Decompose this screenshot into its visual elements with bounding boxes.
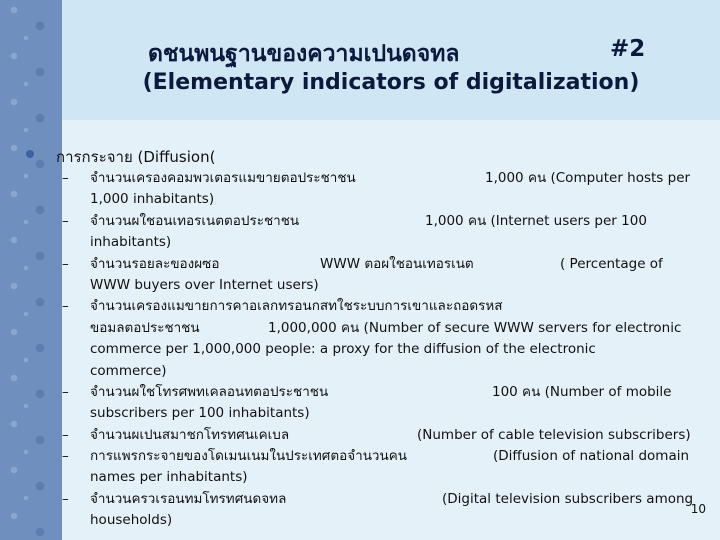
list-item-text: 1,000 คน (Computer hosts per [485, 170, 691, 186]
list-item-line [90, 296, 710, 317]
list-item-text: 1,000,000 คน (Number of secure WWW servers for electronic [268, 319, 682, 336]
dash-marker: – [62, 426, 69, 443]
indicator-list [62, 168, 710, 532]
list-item [62, 168, 710, 211]
dash-marker: – [62, 255, 69, 272]
list-item-text: 100 คน (Number of mobile [492, 383, 672, 400]
list-item-text: จำนวนรอยละของผซอ [90, 255, 220, 272]
list-item-text: ( Percentage of [560, 255, 663, 272]
list-item-text: WWW buyers over Internet users) [90, 276, 319, 293]
list-item-line [90, 318, 710, 339]
bullet-dot-icon [26, 150, 34, 158]
list-item [62, 296, 710, 382]
dash-marker: – [62, 383, 69, 400]
list-item-text: WWW ตอผใชอนเทอรเนต [320, 255, 474, 272]
slide-title-thai: ดชนพนฐานของความเปนดจทล [148, 41, 460, 67]
list-item-text: (Diffusion of national domain [493, 448, 690, 465]
list-item-text: subscribers per 100 inhabitants) [90, 405, 310, 422]
slide-title-number: #2 [610, 36, 646, 62]
bullet-diffusion [56, 145, 215, 169]
bullet-text: การกระจาย (Diffusion( [56, 148, 216, 166]
list-item-line [90, 275, 710, 296]
list-item-line [90, 339, 710, 360]
dash-marker: – [62, 298, 69, 315]
list-item-line [90, 254, 710, 275]
list-item-line [90, 446, 710, 467]
dash-marker: – [62, 170, 69, 186]
list-item-line [90, 361, 710, 382]
list-item-text: households) [90, 512, 173, 529]
list-item-text: 1,000 inhabitants) [90, 191, 215, 208]
list-item-text: การแพรกระจายของโดเมนเนมในประเทศตอจำนวนคน [90, 448, 407, 465]
dash-marker: – [62, 490, 69, 507]
list-item-text: (Digital television subscribers among [442, 490, 694, 507]
list-item-text: inhabitants) [90, 234, 172, 251]
slide-title-english: (Elementary indicators of digitalization) [142, 70, 640, 95]
list-item-text: 1,000 คน (Internet users per 100 [425, 212, 647, 229]
list-item [62, 382, 710, 425]
list-item-line [90, 489, 710, 510]
list-item [62, 254, 710, 297]
list-item-line [90, 211, 710, 232]
list-item-line [90, 189, 710, 210]
list-item-text: จำนวนผใชโทรศพทเคลอนทตอประชาชน [90, 383, 329, 400]
list-item-text: commerce per 1,000,000 people: a proxy for the diffusion of the electronic [90, 341, 596, 358]
list-item-line [90, 232, 710, 253]
decorative-left-band [0, 0, 62, 540]
list-item [62, 446, 710, 489]
page-number: 10 [690, 502, 706, 516]
list-item-line [90, 425, 710, 446]
list-item [62, 489, 710, 532]
list-item-text: จำนวนเครองคอมพวเตอรแมขายตอประชาชน [90, 170, 356, 186]
list-item-text: commerce) [90, 362, 167, 379]
list-item-line [90, 168, 710, 189]
list-item-line [90, 467, 710, 488]
list-item [62, 425, 710, 446]
list-item-text: ขอมลตอประชาชน [90, 319, 200, 336]
dash-marker: – [62, 212, 69, 229]
list-item-text: names per inhabitants) [90, 469, 248, 486]
list-item-text: จำนวนผใชอนเทอรเนตตอประชาชน [90, 212, 300, 229]
list-item-line [90, 510, 710, 531]
list-item-line [90, 382, 710, 403]
list-item [62, 211, 710, 254]
list-item-text: จำนวนเครองแมขายการคาอเลกทรอนกสทใชระบบการเขาและถอดรหส [90, 298, 503, 315]
dash-marker: – [62, 448, 69, 465]
list-item-line [90, 403, 710, 424]
list-item-text: (Number of cable television subscribers) [417, 426, 691, 443]
list-item-text: จำนวนครวเรอนทมโทรทศนดจทล [90, 490, 287, 507]
list-item-text: จำนวนผเปนสมาชกโทรทศนเคเบล [90, 426, 290, 443]
